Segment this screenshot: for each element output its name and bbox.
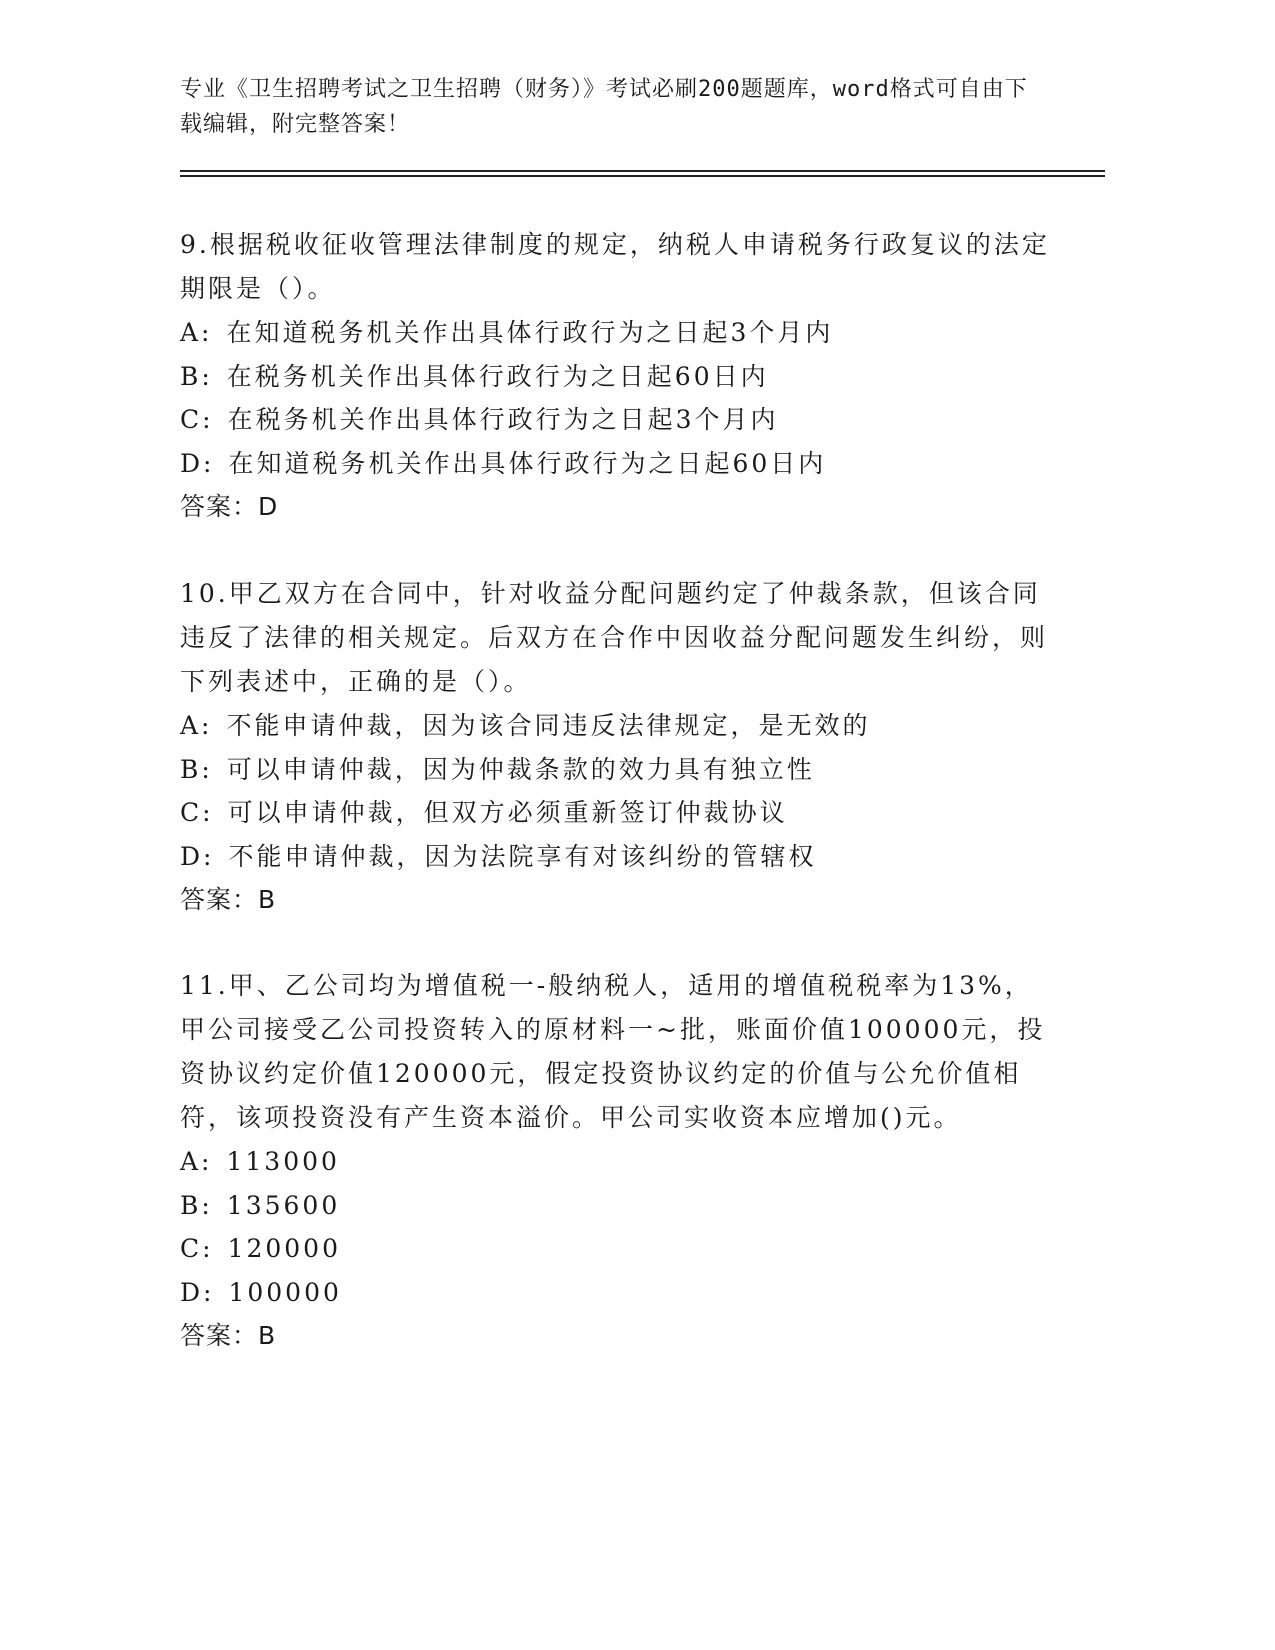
option-letter: C: xyxy=(180,798,214,827)
question-stem: 9.根据税收征收管理法律制度的规定，纳税人申请税务行政复议的法定期限是（）。 xyxy=(180,230,1050,303)
option-c xyxy=(180,398,1060,442)
option-text: 在税务机关作出具体行政行为之日起60日内 xyxy=(226,361,769,391)
option-d xyxy=(180,835,1060,879)
option-c xyxy=(180,1227,1060,1271)
question-stem: 11.甲、乙公司均为增值税一-般纳税人，适用的增值税税率为13%，甲公司接受乙公司投资转入的原材料一~批，账面价值100000元，投资协议约定价值120000元，假定投资协议约定的价值与公允价值相符，该项投资没有产生资本溢价。甲公司实收资本应增加()元。 xyxy=(180,971,1046,1132)
header-intro-text: 专业《卫生招聘考试之卫生招聘（财务）》考试必刷200题题库，word格式可自由下载编辑，附完整答案！ xyxy=(180,77,1028,137)
option-a xyxy=(180,704,1060,748)
option-d xyxy=(180,442,1060,486)
option-letter: C: xyxy=(180,1234,214,1263)
option-text: 113000 xyxy=(226,1147,340,1176)
option-text: 不能申请仲裁，因为法院享有对该纠纷的管辖权 xyxy=(228,841,817,871)
option-text: 在税务机关作出具体行政行为之日起3个月内 xyxy=(227,405,779,434)
option-letter: D: xyxy=(180,841,215,871)
option-text: 100000 xyxy=(228,1277,342,1307)
option-text: 在知道税务机关作出具体行政行为之日起3个月内 xyxy=(226,318,834,347)
option-letter: A: xyxy=(180,1147,213,1176)
option-a xyxy=(180,311,1060,355)
question-11 xyxy=(180,964,1060,1358)
option-text: 可以申请仲裁，但双方必须重新签订仲裁协议 xyxy=(227,798,788,827)
option-a xyxy=(180,1140,1060,1184)
option-text: 可以申请仲裁，因为仲裁条款的效力具有独立性 xyxy=(226,754,815,784)
option-letter: B: xyxy=(180,361,213,391)
option-text: 不能申请仲裁，因为该合同违反法律规定，是无效的 xyxy=(226,711,871,740)
option-c xyxy=(180,791,1060,835)
question-10 xyxy=(180,572,1060,922)
option-text: 135600 xyxy=(226,1190,341,1220)
option-b xyxy=(180,1184,1060,1228)
header-divider-bottom xyxy=(180,175,1105,177)
option-letter: C: xyxy=(180,405,214,434)
header-divider-top xyxy=(180,170,1105,172)
document-header xyxy=(180,72,1040,142)
option-letter: A: xyxy=(180,318,213,347)
option-text: 120000 xyxy=(227,1234,341,1263)
option-letter: B: xyxy=(180,754,213,784)
option-b xyxy=(180,748,1060,792)
option-letter: D: xyxy=(180,448,215,478)
option-b xyxy=(180,355,1060,399)
answer-line: 答案：D xyxy=(180,492,279,521)
option-text: 在知道税务机关作出具体行政行为之日起60日内 xyxy=(228,448,827,478)
question-stem: 10.甲乙双方在合同中，针对收益分配问题约定了仲裁条款，但该合同违反了法律的相关规定。后双方在合作中因收益分配问题发生纠纷，则下列表述中，正确的是（）。 xyxy=(180,579,1049,696)
answer-line: 答案：B xyxy=(180,1321,277,1350)
question-9 xyxy=(180,223,1060,529)
option-letter: B: xyxy=(180,1190,213,1220)
option-letter: D: xyxy=(180,1277,215,1307)
option-d xyxy=(180,1271,1060,1315)
answer-line: 答案：B xyxy=(180,885,277,914)
option-letter: A: xyxy=(180,711,213,740)
